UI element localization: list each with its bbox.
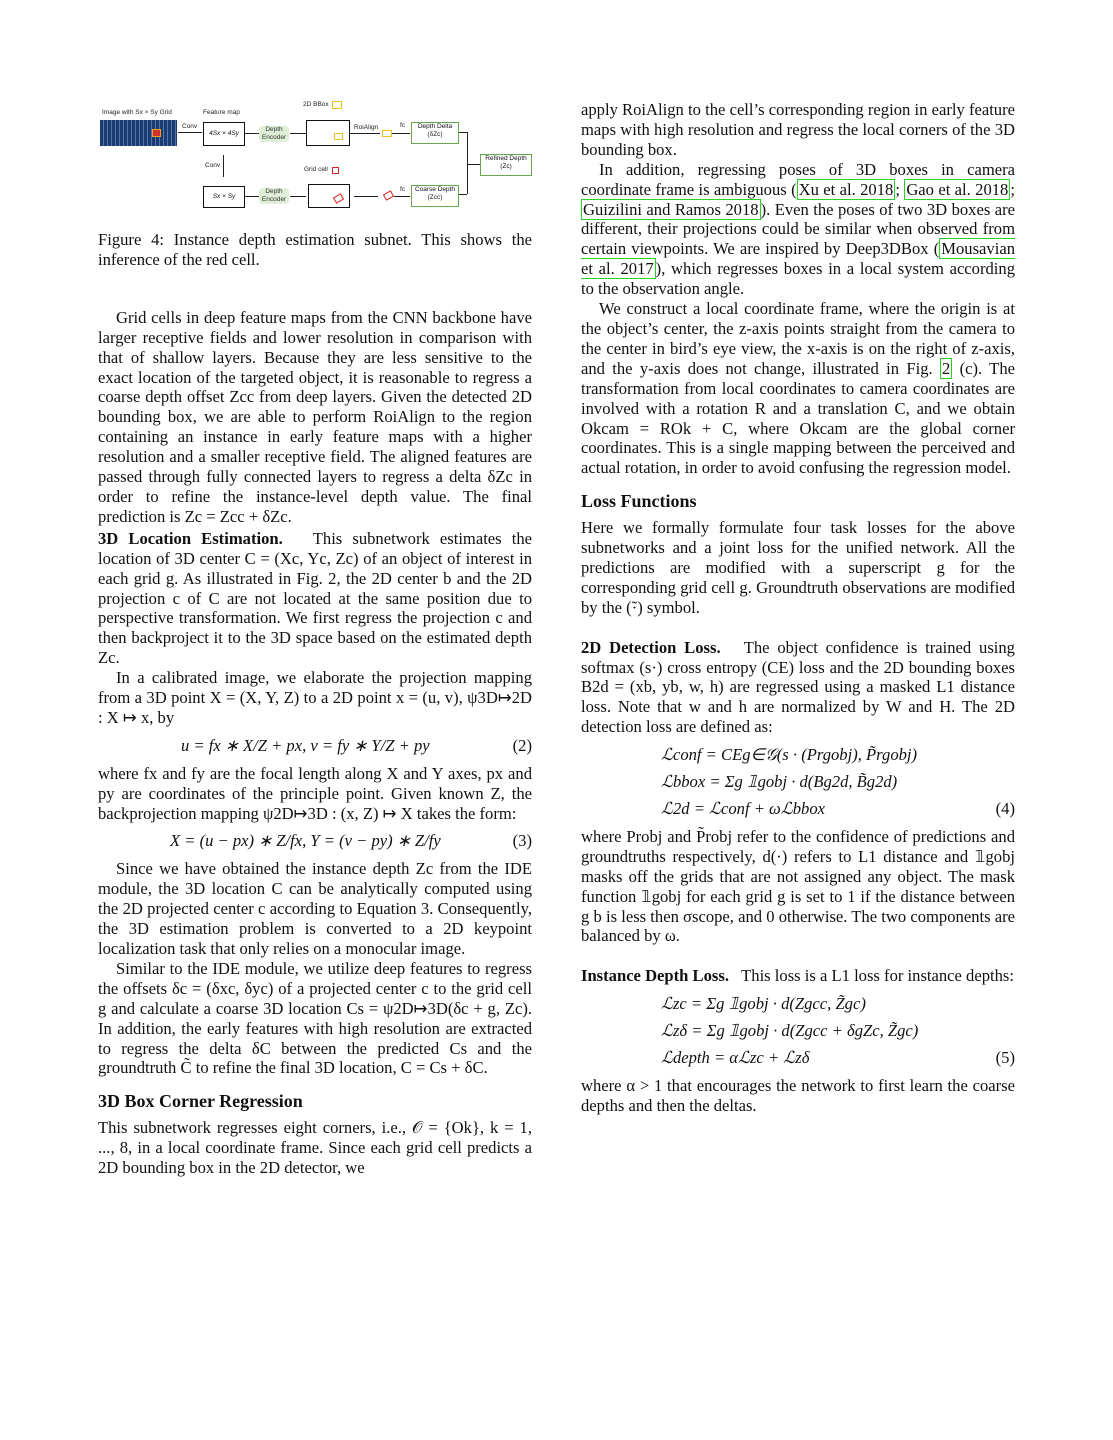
paragraph: where α > 1 that encourages the network to first learn the coarse depths and then the deltas. bbox=[581, 1075, 1015, 1115]
depth-delta-box bbox=[411, 122, 459, 144]
feature-map-large: 4Sx × 4Sy bbox=[203, 122, 245, 146]
text: In addition, regressing poses of 3D boxes in camera coordinate frame is ambiguous bbox=[581, 159, 1015, 199]
section-heading: 3D Box Corner Regression bbox=[98, 1091, 303, 1112]
red-grid-cell bbox=[152, 129, 161, 137]
bbox-label: 2D BBox bbox=[303, 101, 329, 108]
figure-caption: Figure 4: Instance depth estimation subnet. This shows the inference of the red cell. bbox=[98, 230, 532, 269]
equation-line: ℒzδ = Σg 𝟙gobj · d(Zgcc + δgZc, Z̃gc) bbox=[661, 1021, 919, 1041]
paragraph: where fx and fy are the focal length along X and Y axes, px and py are coordinates of the principle point. Given known Z, the backprojection mapping ψ2D↦3D : (x, Z) ↦ X takes the form: bbox=[98, 763, 532, 823]
roialign-label: RoiAlign bbox=[354, 124, 379, 131]
run-in-heading: Instance Depth Loss. bbox=[581, 966, 729, 986]
paragraph bbox=[581, 966, 1015, 986]
section-heading: Loss Functions bbox=[581, 491, 697, 512]
citation-link[interactable]: Gao et al. 2018 bbox=[906, 179, 1009, 199]
refined-depth-box bbox=[480, 154, 532, 176]
paragraph bbox=[581, 299, 1015, 478]
paragraph: This subnetwork regresses eight corners, i.e., 𝒪 = {Ok}, k = 1, ..., 8, in a local coordinate frame. Since each grid cell predicts a 2D bounding box in the 2D detector, we bbox=[98, 1118, 532, 1178]
paragraph: Grid cells in deep feature maps from the CNN backbone have larger receptive fields and lower resolution in comparison with that of shallow layers. Because they are less sensitive to the exact location of the targeted object, it is reasonable to regress a coarse depth offset Zcc from deep layers. Given the detected 2D bounding box, we are able to perform RoiAlign to the region containing an instance in early feature maps with a higher resolution and a smaller receptive field. The aligned features are passed through fully connected layers to regress a delta δZc in order to refine the instance-level depth value. The final prediction is Zc = Zcc + δZc. bbox=[98, 307, 532, 526]
grid-cell-icon bbox=[332, 167, 339, 174]
equation-number: (2) bbox=[512, 735, 532, 755]
paragraph: Here we formally formulate four task losses for the above subnetworks and a joint loss for the unified network. All the predictions are modified with a superscript g for the corresponding grid cell g. Groundtruth observations are modified by the (̃·) symbol. bbox=[581, 518, 1015, 617]
roi-feature-icon bbox=[382, 130, 392, 137]
equation-3 bbox=[98, 831, 532, 851]
left-column bbox=[98, 230, 532, 1178]
equation-line: ℒ2d = ℒconf + ωℒbbox bbox=[661, 799, 825, 818]
figure-link[interactable]: 2 bbox=[941, 358, 951, 378]
equation-body: X = (u − px) ∗ Z/fx, Y = (v − py) ∗ Z/fy bbox=[169, 831, 441, 851]
paragraph bbox=[581, 638, 1015, 738]
fc-label-bottom: fc bbox=[400, 186, 406, 193]
paragraph bbox=[98, 529, 532, 668]
depth-delta-symbol: (δZc) bbox=[427, 131, 443, 138]
coarse-depth-symbol: (Zcc) bbox=[427, 194, 443, 201]
feature-volume-bottom bbox=[308, 184, 350, 208]
fc-label-top: fc bbox=[400, 122, 406, 129]
input-image-grid bbox=[100, 120, 177, 146]
paragraph: apply RoiAlign to the cell’s corresponding region in early feature maps with high resolution and regress the local corners of the 3D bounding box. bbox=[581, 100, 1015, 159]
refined-depth-label: Refined Depth bbox=[485, 155, 527, 162]
equation-number: (4) bbox=[995, 799, 1015, 818]
equation-line: ℒdepth = αℒzc + ℒzδ bbox=[661, 1048, 810, 1068]
depth-encoder-top: Depth Encoder bbox=[259, 126, 289, 142]
text: This loss is a L1 loss for instance depths: bbox=[741, 966, 1014, 986]
feature-volume-top bbox=[306, 120, 350, 146]
coarse-depth-box bbox=[411, 185, 459, 207]
citation-link[interactable]: Guizilini and Ramos 2018 bbox=[583, 199, 759, 219]
run-in-heading: 2D Detection Loss. bbox=[581, 637, 721, 657]
equation-line: ℒconf = CEg∈𝒢(s · (Prgobj), P̃rgobj) bbox=[661, 745, 918, 765]
grid-cell-label: Grid cell bbox=[304, 166, 328, 173]
paragraph: Similar to the IDE module, we utilize deep features to regress the offsets δc = (δxc, δyc) of a projected center c to the grid cell g and calculate a coarse 3D location Cs = ψ2D↦3D(δc + g, Zc). In addition, the early features with high resolution are extracted to regress the delta δC between the predicted Cs and the groundtruth C̃ to refine the final 3D location, C = Cs + δC. bbox=[98, 958, 532, 1078]
paragraph: In addition, regressing poses of 3D boxes in camera coordinate frame is ambiguous ( Xu et al. 2018 ; Gao et al. 2018 ; Guizilini and Ramos 2018 ). Even the poses of two 3D boxes are different, their projections could be similar when observed from certain viewpoints. We are inspired by Deep3DBox ( Mousavian et al. 2017 ), which regresses boxes in a local system according to the observation angle. bbox=[581, 159, 1015, 299]
depth-delta-label: Depth Delta bbox=[417, 123, 453, 130]
paragraph: In a calibrated image, we elaborate the projection mapping from a 3D point X = (X, Y, Z) to a 2D point x = (u, v), ψ3D↦2D : X ↦ x, by bbox=[98, 668, 532, 727]
paragraph: Since we have obtained the instance depth Zc from the IDE module, the 3D location C can be analytically computed using the 2D projected center c according to Equation 3. Consequently, the 3D estimation problem is converted to a 2D keypoint localization task that only relies on a monocular image. bbox=[98, 859, 532, 958]
coarse-depth-label: Coarse Depth bbox=[414, 186, 456, 193]
equation-line: ℒzc = Σg 𝟙gobj · d(Zgcc, Z̃gc) bbox=[661, 994, 866, 1014]
feature-map-small: Sx × Sy bbox=[203, 186, 245, 208]
equation-5 bbox=[661, 994, 1015, 1068]
equation-4 bbox=[661, 745, 1015, 819]
equation-line: ℒbbox = Σg 𝟙gobj · d(Bg2d, B̃g2d) bbox=[661, 772, 898, 792]
run-in-heading: 3D Location Estimation. bbox=[98, 528, 283, 548]
equation-2 bbox=[98, 736, 532, 756]
bbox-icon bbox=[332, 101, 342, 109]
depth-encoder-bottom: Depth Encoder bbox=[259, 188, 289, 204]
feature-map-label: Feature map bbox=[203, 109, 240, 116]
right-column bbox=[581, 100, 1015, 1116]
conv-label-2: Conv bbox=[205, 162, 221, 169]
citation-link[interactable]: Xu et al. 2018 bbox=[798, 179, 894, 199]
text: We construct a local coordinate frame, where the origin is at the object’s center, the z-axis points straight from the camera to the center in bird’s eye view, the x-axis is on the right of z-axis, and the y-axis does not change, illustrated in Fig. bbox=[581, 299, 1015, 378]
text: The object confidence is trained using softmax (s·) cross entropy (CE) loss and the 2D bounding boxes B2d = (xb, yb, w, h) are regressed using a masked L1 distance loss. Note that w and h are normalized by W and H. The 2D detection loss are defined as: bbox=[581, 637, 1015, 737]
figure-4-diagram bbox=[98, 100, 538, 215]
citation-link[interactable]: Mousavian et al. 2017 bbox=[581, 239, 1015, 279]
equation-number: (3) bbox=[512, 831, 532, 851]
text: (c). The transformation from local coordinates to camera coordinates are involved with a rotation R and a translation C, and we obtain Okcam = ROk + C, where Okcam are the global corner coordinates. This is a single mapping between the perceived and actual rotation, in order to avoid confusing the regression model. bbox=[581, 358, 1015, 478]
equation-body: u = fx ∗ X/Z + px, v = fy ∗ Y/Z + py bbox=[180, 735, 430, 755]
text: Even the poses of two 3D boxes are different, their projections could be similar when observed from certain viewpoints. We are inspired by Deep3DBox bbox=[581, 199, 1015, 259]
cell-feature-icon bbox=[383, 190, 394, 201]
equation-number: (5) bbox=[995, 1048, 1015, 1068]
paragraph-text: This subnetwork estimates the location of 3D center C = (Xc, Yc, Zc) of an object of interest in each grid g. As illustrated in Fig. 2, the 2D center b and the 2D projection c of C are not located at the same position due to perspective transformation. We first regress the projection c and then backproject it to the 3D space based on the estimated depth Zc. bbox=[98, 528, 533, 668]
image-label: Image with Sx × Sy Grid bbox=[102, 109, 172, 116]
text: , which regresses boxes in a local system according to the observation angle. bbox=[581, 259, 1015, 299]
conv-label: Conv bbox=[182, 123, 198, 130]
paragraph: where Probj and P̃robj refer to the confidence of predictions and groundtruths respectively, d(·) refers to L1 distance and 𝟙gobj masks off the grids that are not assigned any object. The mask function 𝟙gobj for each grid g is set to 1 if the distance between g b is less then σscope, and 0 otherwise. The two components are balanced by ω. bbox=[581, 826, 1015, 946]
refined-depth-symbol: (Zc) bbox=[500, 163, 512, 170]
